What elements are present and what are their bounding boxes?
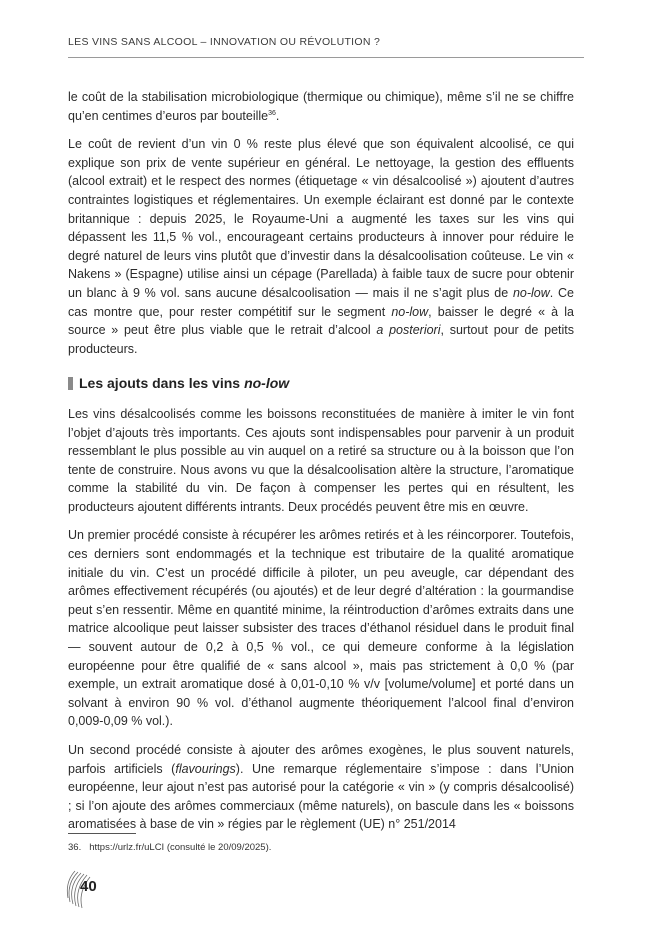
footnote-text: https://urlz.fr/uLCI (consulté le 20/09/2025). xyxy=(89,842,272,853)
paragraph-5: Un second procédé consiste à ajouter des arômes exogènes, le plus souvent naturels, parfois artificiels (flavourings). Une remarque réglementaire s’impose : dans l’Union européenne, leur ajout n’est pas autorisé pour la catégorie « vin » (y compris désalcoolisé) ; si l’on ajoute des arômes commerciaux (même naturels), on bascule dans les « boissons aromatisées à base de vin » régies par le règlement (UE) n° 251/2014 xyxy=(68,743,575,832)
paragraph-1: le coût de la stabilisation microbiologique (thermique ou chimique), même s’il ne se chiffre qu’en centimes d’euros par bouteille$^{36}$. xyxy=(68,90,574,123)
page-number-block xyxy=(62,862,112,912)
paragraph-2: Le coût de revient d’un vin 0 % reste plus élevé que son équivalent alcoolisé, ce qui explique son prix de vente supérieur en général. Le nettoyage, la gestion des effluents (alcool extrait) et le respect des normes (étiquetage « vin désalcoolisé ») ajoutent d’autres contraintes logistiques et réglementaires. Un exemple éclairant est donné par le contexte britannique : depuis 2025, le Royaume-Uni a augmenté les taxes sur les vins qui dépassent les 11,5 % vol., encourageant certains producteurs à innover pour réduire le degré naturel de leurs vins plutôt que d’investir dans la désalcoolisation coûteuse. Le vin « Nakens » (Espagne) utilise ainsi un cépage (Parellada) à faible taux de sucre pour obtenir un blanc à 9 % vol. sans aucune désalcoolisation — mais il ne s’agit plus de no-low. Ce cas montre que, pour rester compétitif sur le segment no-low, baisser le degré « à la source » peut être plus viable que le retrait d’alcool a posteriori, surtout pour de petits producteurs. xyxy=(68,137,574,356)
paragraph-3: Les vins désalcoolisés comme les boissons reconstituées de manière à imiter le vin font l’objet d’ajouts très importants. Ces ajouts sont indispensables pour parvenir à un produit ressemblant le plus possible au vin auquel on a retiré sa structure ou à la boisson que l’on tente de construire. Nous avons vu que la désalcoolisation altère la structure, l’aromatique comme la stabilité du vin. De façon à compenser les pertes qui en résultent, les producteurs ajoutent différents intrants. Deux procédés peuvent être mis en œuvre. xyxy=(68,406,574,514)
footnote xyxy=(68,842,271,853)
section-heading: Les ajouts dans les vins no-low xyxy=(68,374,574,393)
heading-marker xyxy=(68,377,73,390)
footnote-number: 36. xyxy=(68,842,82,853)
footnote-rule xyxy=(68,833,136,834)
page-content xyxy=(68,88,574,844)
header-rule xyxy=(68,57,584,58)
footnote-ref: 36 xyxy=(268,109,276,117)
page-number: 40 xyxy=(80,878,97,895)
paragraph-4: Un premier procédé consiste à récupérer les arômes retirés et à les réincorporer. Toutefois, ces derniers sont endommagés et la technique est tributaire de la qualité aromatique initiale du vin. C’est un procédé difficile à piloter, un peu aveugle, car dépendant des arômes effectivement récupérés (ou ajoutés) et de leur degré d’altération : la gourmandise peut s’en ressentir. Même en quantité minime, la réintroduction d’arômes extraits dans une matrice alcoolique peut laisser subsister des traces d’éthanol résiduel dans le produit final — souvent autour de 0,2 à 0,5 % vol., ce qui demeure conforme à la législation européenne pour être qualifié de « sans alcool », mais pas strictement à 0,0 % (par exemple, un extrait aromatique dosé à 0,01-0,10 % v/v [volume/volume] et porté dans un solvant à environ 90 % vol. d’éthanol augmente théoriquement l’alcool final d’environ 0,009-0,09 % vol.). xyxy=(68,528,574,729)
running-header: LES VINS SANS ALCOOL – INNOVATION OU RÉVOLUTION ? xyxy=(68,36,381,48)
